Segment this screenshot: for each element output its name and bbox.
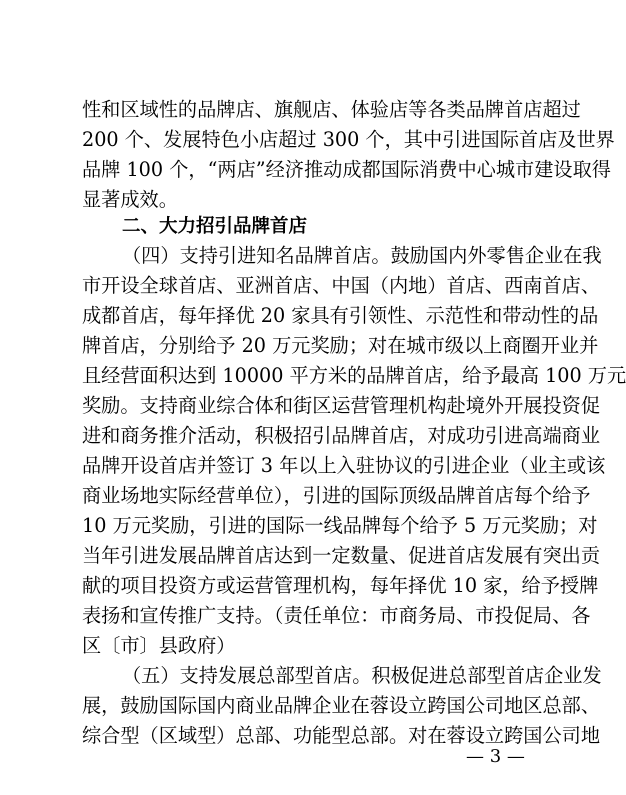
para4-line-11: 当年引进发展品牌首店达到一定数量、促进首店发展有突出贡 [82, 544, 601, 567]
page-number: — 3 — [466, 746, 525, 767]
para4-line-4: 牌首店，分别给予 20 万元奖励；对在城市级以上商圈开业并 [82, 334, 599, 357]
intro-line-2: 200 个、发展特色小店超过 300 个，其中引进国际首店及世界 [82, 128, 615, 151]
para4-line-2: 市开设全球首店、亚洲首店、中国（内地）首店、西南首店、 [82, 274, 601, 297]
para4-line-12: 献的项目投资方或运营管理机构，每年择优 10 家，给予授牌 [82, 574, 599, 597]
para4-line-13: 表扬和宣传推广支持。（责任单位：市商务局、市投促局、各 [82, 604, 591, 627]
intro-line-4: 显著成效。 [82, 188, 178, 211]
para4-line-8: 品牌开设首店并签订 3 年以上入驻协议的引进企业（业主或该 [82, 454, 606, 477]
para4-line-9: 商业场地实际经营单位），引进的国际顶级品牌首店每个给予 [82, 484, 591, 507]
section-heading: 二、大力招引品牌首店 [122, 216, 308, 237]
para5-line-3: 综合型（区域型）总部、功能型总部。对在蓉设立跨国公司地 [82, 724, 601, 747]
para4-line-14: 区〔市〕县政府） [82, 634, 236, 657]
para4-line-10: 10 万元奖励，引进的国际一线品牌每个给予 5 万元奖励；对 [82, 514, 598, 537]
para4-line-1: （四）支持引进知名品牌首店。鼓励国内外零售企业在我 [122, 244, 602, 267]
para5-line-1: （五）支持发展总部型首店。积极促进总部型首店企业发 [122, 664, 602, 687]
para5-line-2: 展，鼓励国际国内商业品牌企业在蓉设立跨国公司地区总部、 [82, 694, 601, 717]
para4-line-6: 奖励。支持商业综合体和街区运营管理机构赴境外开展投资促 [82, 394, 601, 417]
para4-line-5: 且经营面积达到 10000 平方米的品牌首店，给予最高 100 万元 [82, 364, 626, 387]
intro-line-3: 品牌 100 个，“两店”经济推动成都国际消费中心城市建设取得 [82, 158, 611, 181]
intro-line-1: 性和区域性的品牌店、旗舰店、体验店等各类品牌首店超过 [82, 98, 581, 121]
para4-line-3: 成都首店，每年择优 20 家具有引领性、示范性和带动性的品 [82, 304, 599, 327]
para4-line-7: 进和商务推介活动，积极招引品牌首店，对成功引进高端商业 [82, 424, 601, 447]
